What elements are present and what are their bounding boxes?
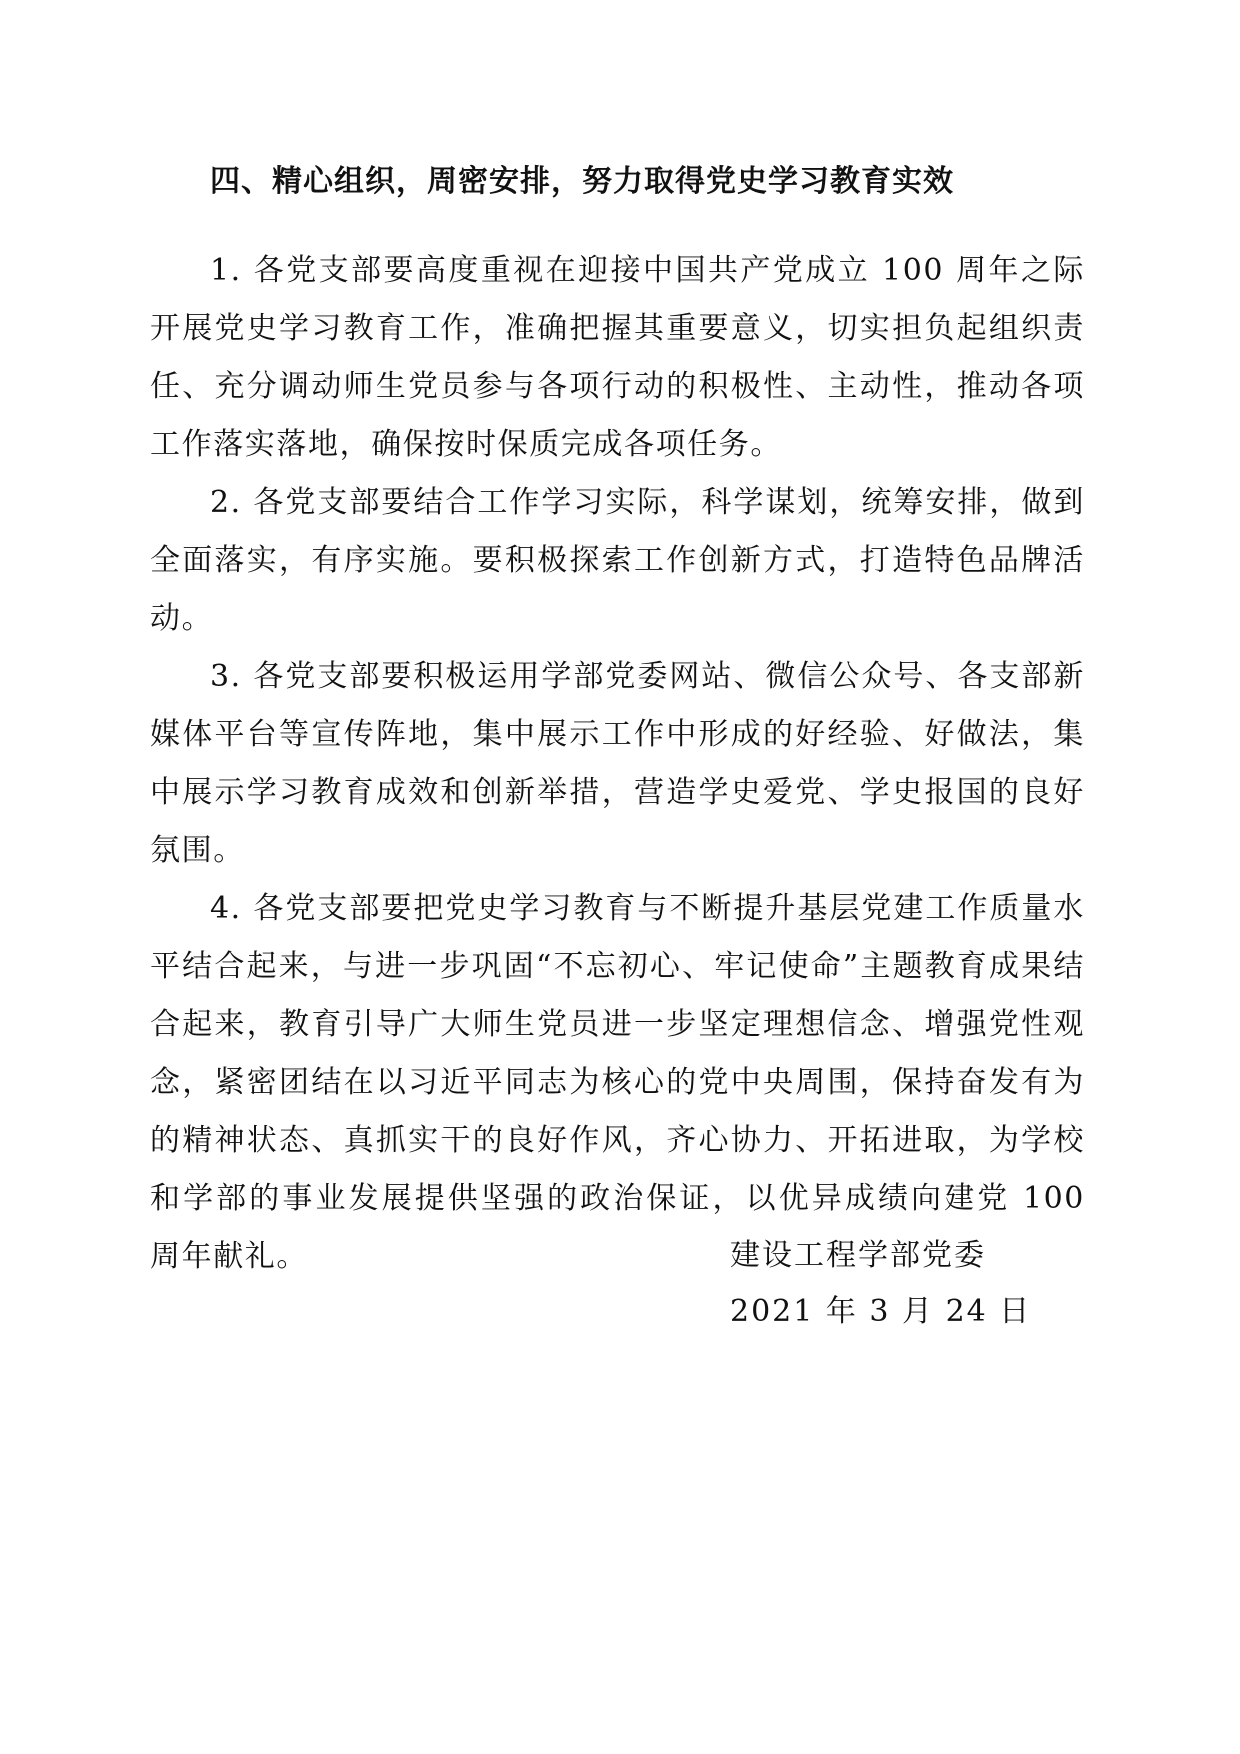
signature-date: 2021 年 3 月 24 日 [730, 1294, 1032, 1329]
paragraph-3: 3. 各党支部要积极运用学部党委网站、微信公众号、各支部新媒体平台等宣传阵地，集中展示工作中形成的好经验、好做法，集中展示学习教育成效和创新举措，营造学史爱党、学史报国的良好氛围。 [150, 659, 1085, 868]
section-heading: 四、精心组织，周密安排，努力取得党史学习教育实效 [210, 164, 954, 199]
paragraph-1: 1. 各党支部要高度重视在迎接中国共产党成立 100 周年之际开展党史学习教育工作，准确把握其重要意义，切实担负起组织责任、充分调动师生党员参与各项行动的积极性、主动性，推动各项工作落实落地，确保按时保质完成各项任务。 [150, 253, 1085, 462]
signature-block [730, 1228, 1050, 1340]
body-text [150, 242, 1085, 1286]
paragraph-2: 2. 各党支部要结合工作学习实际，科学谋划，统筹安排，做到全面落实，有序实施。要积极探索工作创新方式，打造特色品牌活动。 [150, 485, 1085, 636]
signature-organization: 建设工程学部党委 [730, 1238, 986, 1273]
paragraph-4: 4. 各党支部要把党史学习教育与不断提升基层党建工作质量水平结合起来，与进一步巩固“不忘初心、牢记使命”主题教育成果结合起来，教育引导广大师生党员进一步坚定理想信念、增强党性观念，紧密团结在以习近平同志为核心的党中央周围，保持奋发有为的精神状态、真抓实干的良好作风，齐心协力、开拓进取，为学校和学部的事业发展提供坚强的政治保证，以优异成绩向建党 100 周年献礼。 [150, 891, 1085, 1274]
